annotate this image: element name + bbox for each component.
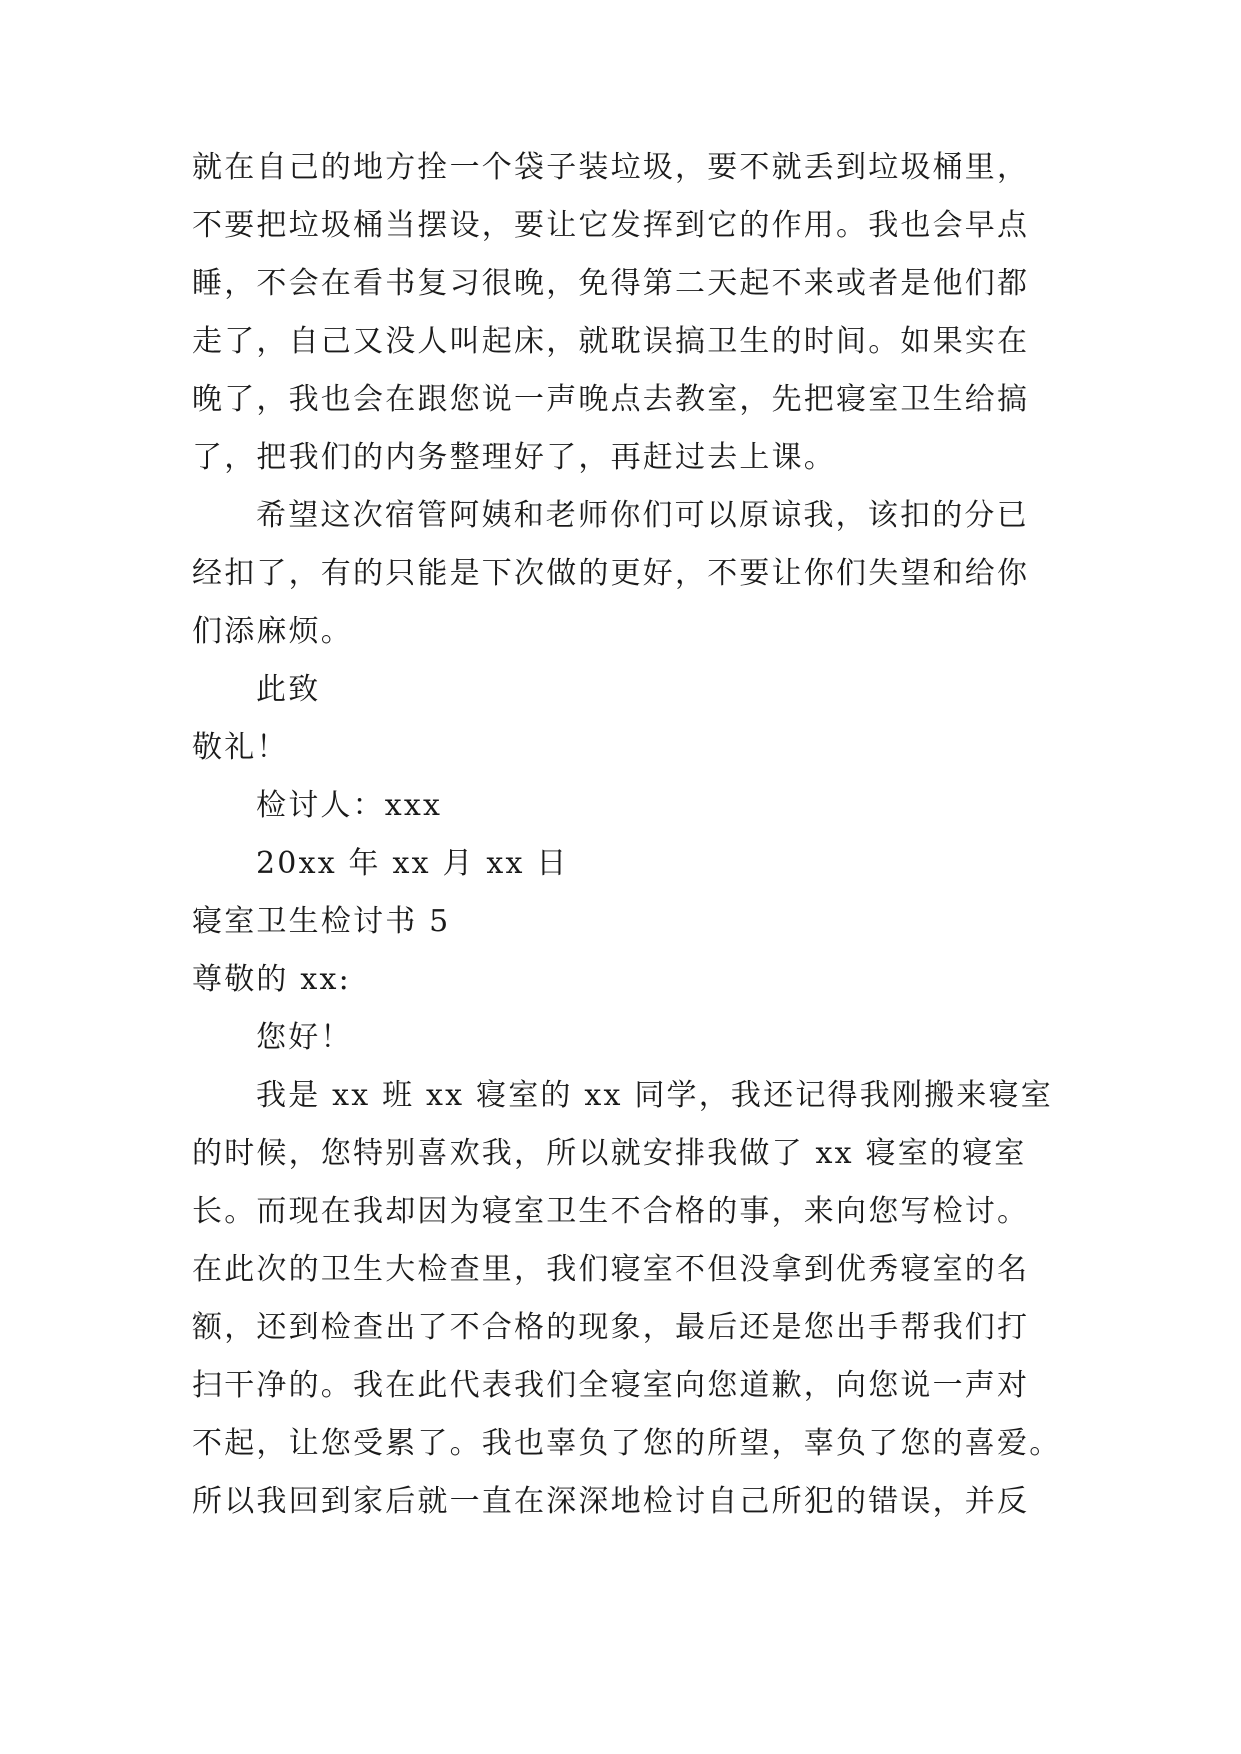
paragraph-line: 额，还到检查出了不合格的现象，最后还是您出手帮我们打 bbox=[192, 1310, 1030, 1345]
paragraph-line: 所以我回到家后就一直在深深地检讨自己所犯的错误，并反 bbox=[192, 1484, 1030, 1519]
closing-respect: 敬礼！ bbox=[192, 730, 289, 765]
signature-name: 检讨人：xxx bbox=[256, 788, 443, 823]
paragraph-line: 不要把垃圾桶当摆设，要让它发挥到它的作用。我也会早点 bbox=[192, 208, 1030, 243]
paragraph-line: 晚了，我也会在跟您说一声晚点去教室，先把寝室卫生给搞 bbox=[192, 382, 1030, 417]
paragraph-line: 就在自己的地方拴一个袋子装垃圾，要不就丢到垃圾桶里， bbox=[192, 150, 1030, 185]
paragraph-line: 不起，让您受累了。我也辜负了您的所望，辜负了您的喜爱。 bbox=[192, 1426, 1062, 1461]
paragraph-line: 希望这次宿管阿姨和老师你们可以原谅我，该扣的分已 bbox=[256, 498, 1029, 533]
paragraph-line: 睡，不会在看书复习很晚，免得第二天起不来或者是他们都 bbox=[192, 266, 1030, 301]
letter-greeting: 您好！ bbox=[256, 1020, 353, 1055]
paragraph-line: 们添麻烦。 bbox=[192, 614, 353, 649]
letter-salutation: 尊敬的 xx: bbox=[192, 962, 351, 997]
paragraph-line: 了，把我们的内务整理好了，再赶过去上课。 bbox=[192, 440, 836, 475]
section-title: 寝室卫生检讨书 5 bbox=[192, 904, 451, 939]
paragraph-line: 经扣了，有的只能是下次做的更好，不要让你们失望和给你 bbox=[192, 556, 1030, 591]
paragraph-line: 在此次的卫生大检查里，我们寝室不但没拿到优秀寝室的名 bbox=[192, 1252, 1030, 1287]
paragraph-line: 长。而现在我却因为寝室卫生不合格的事，来向您写检讨。 bbox=[192, 1194, 1030, 1229]
paragraph-line: 的时候，您特别喜欢我，所以就安排我做了 xx 寝室的寝室 bbox=[192, 1136, 1027, 1171]
paragraph-line: 扫干净的。我在此代表我们全寝室向您道歉，向您说一声对 bbox=[192, 1368, 1030, 1403]
paragraph-line: 走了，自己又没人叫起床，就耽误搞卫生的时间。如果实在 bbox=[192, 324, 1030, 359]
paragraph-line: 我是 xx 班 xx 寝室的 xx 同学，我还记得我刚搬来寝室 bbox=[256, 1078, 1053, 1113]
signature-date: 20xx 年 xx 月 xx 日 bbox=[256, 846, 569, 881]
closing-salutation: 此致 bbox=[256, 672, 321, 707]
